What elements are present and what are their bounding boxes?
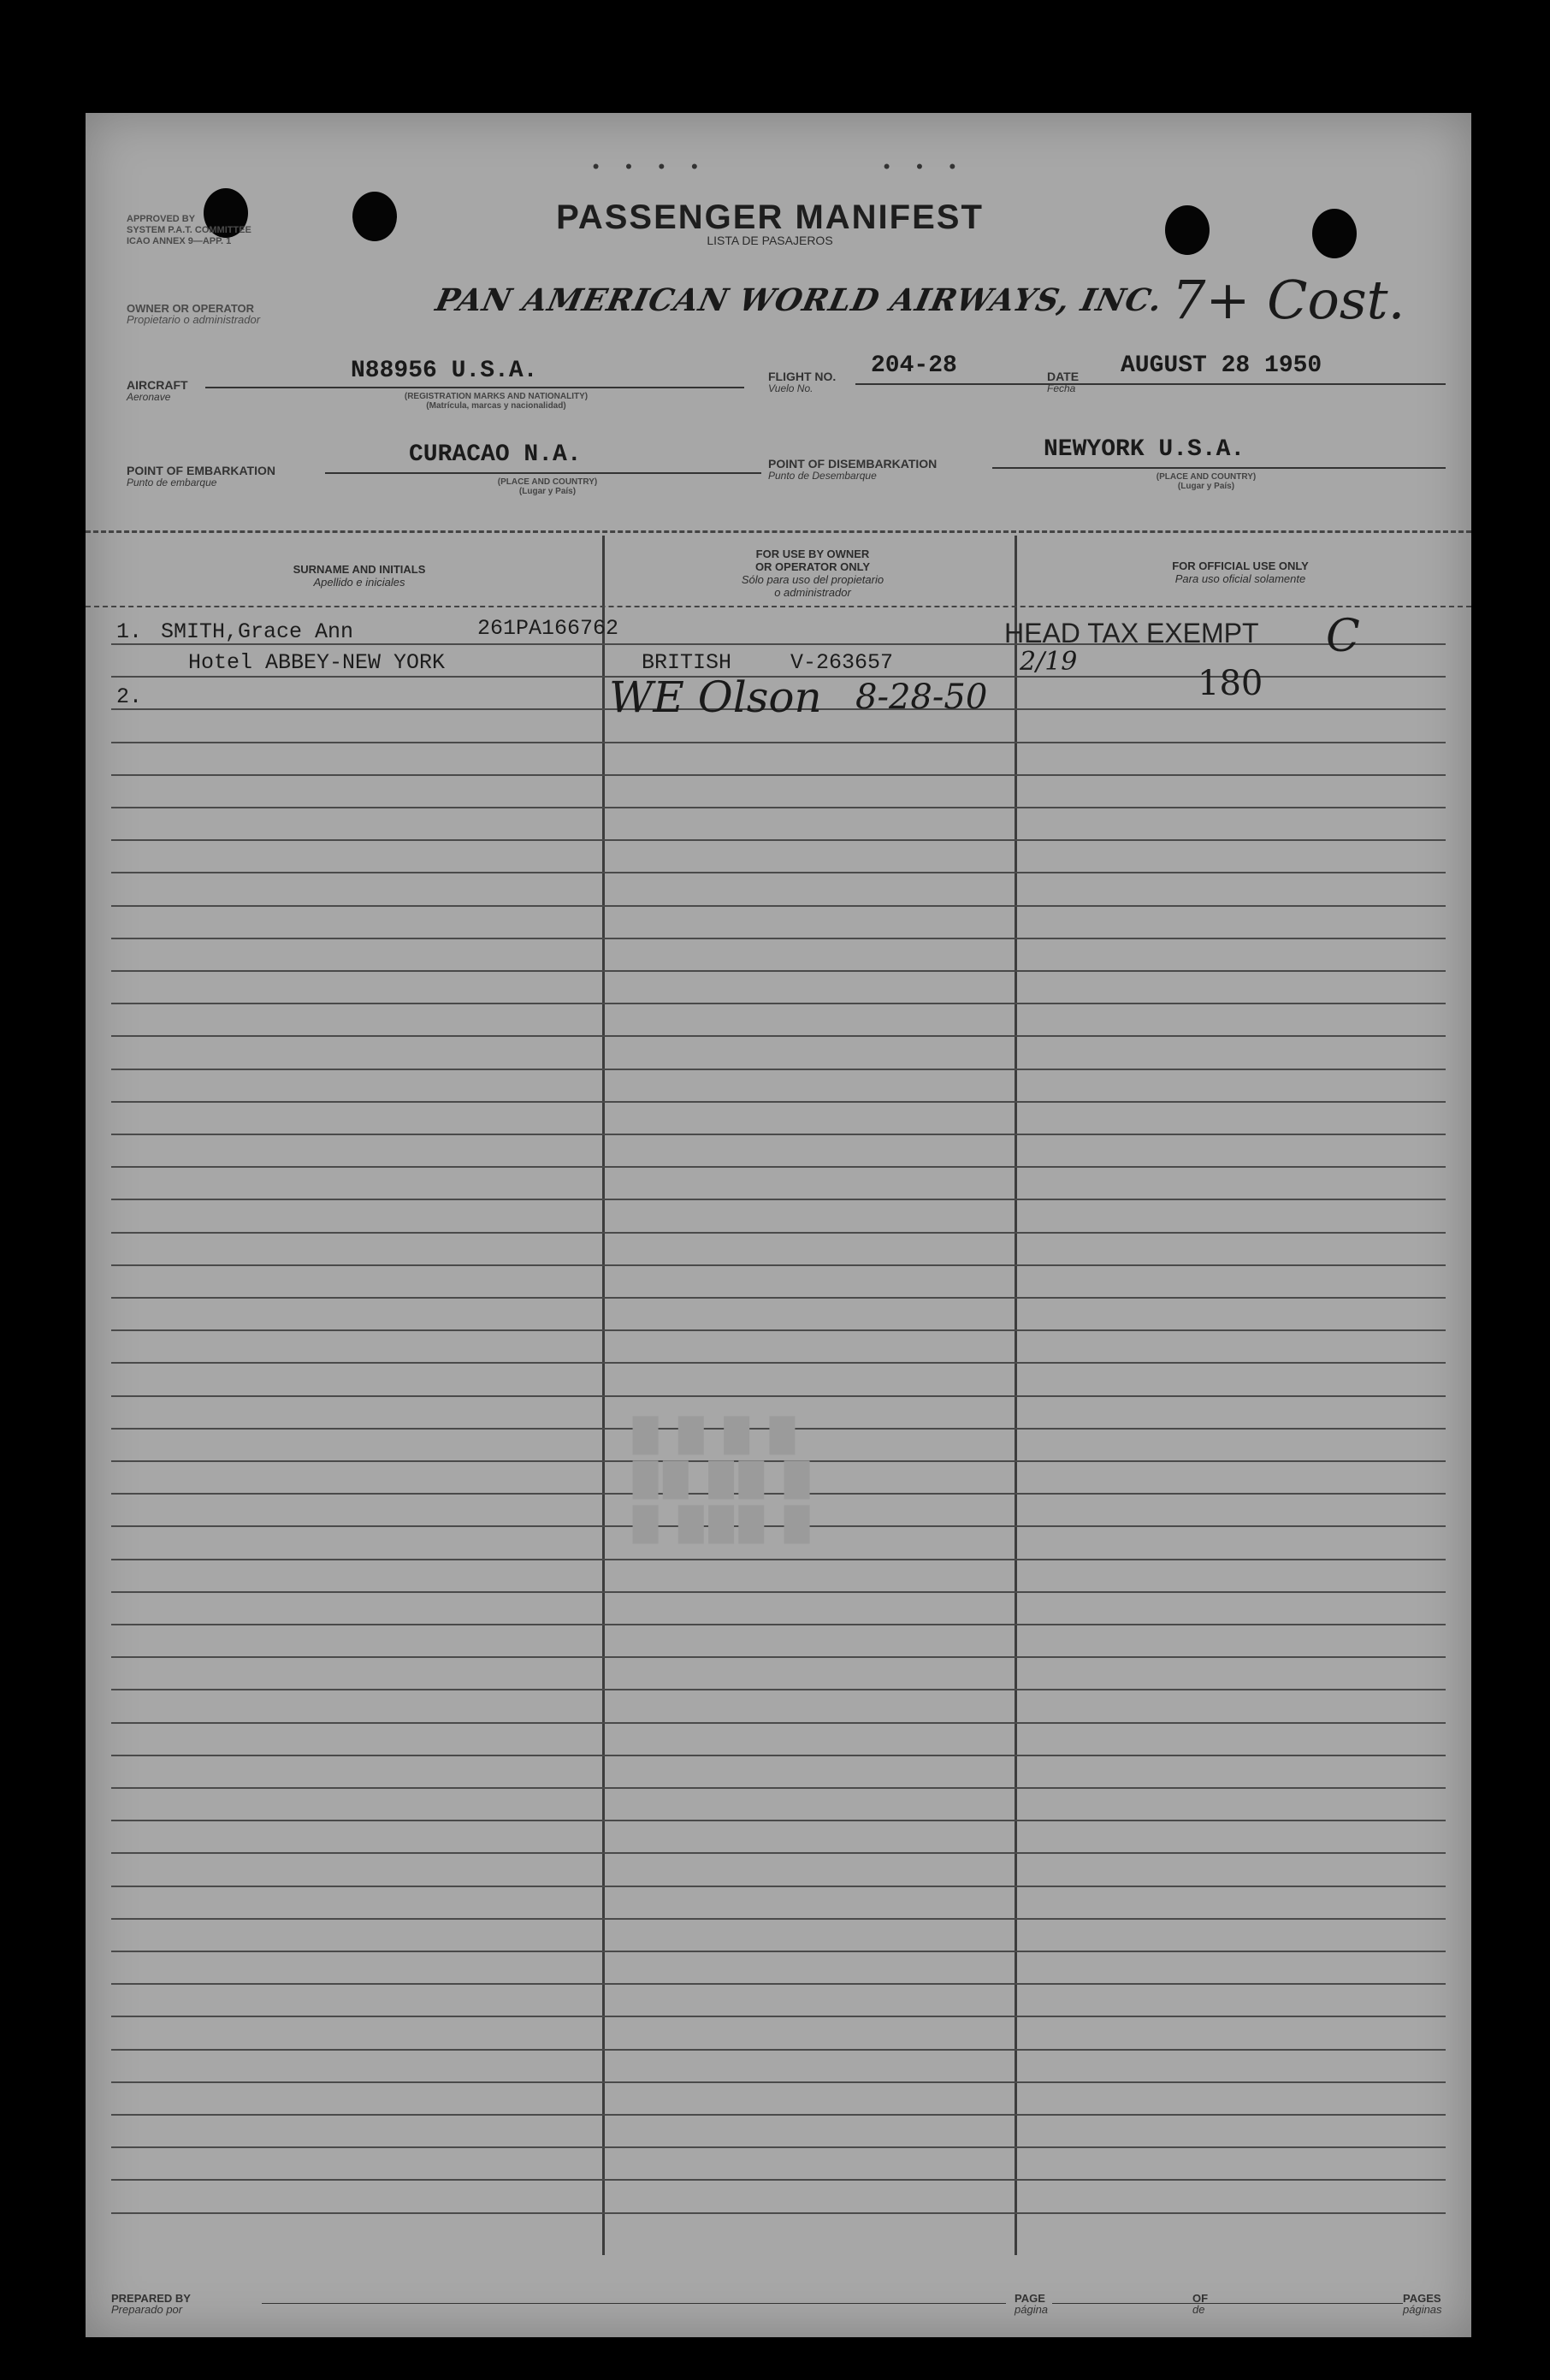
column-header-operator: FOR USE BY OWNER OR OPERATOR ONLY Sólo para uso del propietario o administrador xyxy=(741,548,884,599)
row-1-address: Hotel ABBEY-NEW YORK xyxy=(188,650,446,675)
row-rule xyxy=(111,1559,1446,1560)
header-separator xyxy=(86,530,1471,533)
approval-notice: APPROVED BY SYSTEM P.A.T. COMMITTEE ICAO ANNEX 9—APP. 1 xyxy=(127,214,251,246)
disembark-sublabel: (PLACE AND COUNTRY) (Lugar y País) xyxy=(1156,472,1257,491)
punch-hole xyxy=(1165,205,1210,255)
row-rule xyxy=(111,1755,1446,1756)
title-subtext: LISTA DE PASAJEROS xyxy=(707,234,833,247)
form-title xyxy=(530,198,1009,247)
row-rule xyxy=(111,1134,1446,1135)
pages-label: PAGES páginas xyxy=(1403,2292,1442,2316)
row-rule xyxy=(111,1329,1446,1331)
row-1-visa: V-263657 xyxy=(790,650,894,675)
row-rule xyxy=(111,742,1446,743)
column-header-separator xyxy=(86,606,1471,607)
punch-hole xyxy=(352,192,397,241)
row-1-nationality: BRITISH xyxy=(642,650,732,675)
row-rule xyxy=(111,2212,1446,2214)
aircraft-label: AIRCRAFT Aeronave xyxy=(127,378,188,403)
row-rule xyxy=(111,2146,1446,2148)
row-rule xyxy=(111,1199,1446,1200)
disembark-label: POINT OF DISEMBARKATION Punto de Desembarque xyxy=(768,457,938,482)
bleed-through-mark: █ █ █ █ ██ ██ █ █ ███ █ xyxy=(633,1417,815,1543)
embark-label: POINT OF EMBARKATION Punto de embarque xyxy=(127,464,275,488)
disembark-value: NEWYORK U.S.A. xyxy=(1044,436,1245,463)
row-rule xyxy=(111,872,1446,873)
embark-sublabel: (PLACE AND COUNTRY) (Lugar y País) xyxy=(497,477,598,496)
row-rule xyxy=(111,1035,1446,1037)
embark-underline xyxy=(325,472,761,474)
company-name: PAN AMERICAN WORLD AIRWAYS, INC. xyxy=(432,282,1167,318)
row-rule xyxy=(111,1264,1446,1266)
row-rule xyxy=(111,2114,1446,2116)
row-rule xyxy=(111,1297,1446,1299)
row-2-number: 2. xyxy=(116,684,143,709)
row-rule xyxy=(111,2081,1446,2083)
row-rule xyxy=(111,1395,1446,1397)
row-rule xyxy=(111,1722,1446,1724)
handwritten-note: 7+ Cost. xyxy=(1172,269,1405,331)
row-rule xyxy=(111,774,1446,776)
row-rule xyxy=(111,1591,1446,1593)
column-header-name: SURNAME AND INITIALS Apellido e iniciales xyxy=(293,563,426,589)
aircraft-value: N88956 U.S.A. xyxy=(351,358,538,384)
page-label: PAGE página xyxy=(1015,2292,1049,2316)
disembark-underline xyxy=(992,467,1446,469)
row-rule xyxy=(111,1918,1446,1920)
row-rule xyxy=(111,905,1446,907)
top-dots-left: • • • • xyxy=(590,157,706,179)
row-rule xyxy=(111,1886,1446,1887)
punch-hole xyxy=(1312,209,1357,258)
row-1-name: SMITH,Grace Ann xyxy=(161,619,354,644)
row-rule xyxy=(111,807,1446,808)
date-label: DATE Fecha xyxy=(1047,370,1080,394)
row-rule xyxy=(111,1689,1446,1690)
row-rule xyxy=(111,1101,1446,1103)
date-value: AUGUST 28 1950 xyxy=(1121,352,1322,379)
row-rule xyxy=(111,1003,1446,1004)
row-rule xyxy=(111,839,1446,841)
row-2-signature-date: 8-28-50 xyxy=(855,678,988,717)
row-rule xyxy=(111,1951,1446,1952)
owner-label: OWNER OR OPERATOR Propietario o administrador xyxy=(127,302,261,326)
row-1-mark: C xyxy=(1326,611,1360,662)
column-header-official: FOR OFFICIAL USE ONLY Para uso oficial solamente xyxy=(1172,559,1309,585)
row-rule xyxy=(111,1069,1446,1070)
row-rule xyxy=(111,2049,1446,2051)
aircraft-sublabel: (REGISTRATION MARKS AND NATIONALITY) (Matrícula, marcas y nacionalidad) xyxy=(404,392,589,411)
row-rule xyxy=(111,1232,1446,1234)
row-1-head-tax-stamp: HEAD TAX EXEMPT xyxy=(1004,618,1259,648)
row-rule xyxy=(111,2016,1446,2017)
row-1-id: 261PA166762 xyxy=(477,616,619,641)
row-2-number-value: 180 xyxy=(1198,664,1263,703)
row-rule xyxy=(111,1624,1446,1625)
row-rule xyxy=(111,2179,1446,2181)
row-1-handnum: 2/19 xyxy=(1020,647,1078,677)
manifest-sheet xyxy=(86,113,1471,2337)
prepared-by-line xyxy=(262,2303,1006,2304)
row-rule xyxy=(111,1983,1446,1985)
row-rule xyxy=(111,1656,1446,1658)
top-dots-right: • • • xyxy=(881,157,964,179)
row-rule xyxy=(111,1820,1446,1821)
flight-label: FLIGHT NO. Vuelo No. xyxy=(768,370,837,394)
prepared-by-label: PREPARED BY Preparado por xyxy=(111,2292,191,2316)
date-underline xyxy=(1095,383,1446,385)
row-rule xyxy=(111,1362,1446,1364)
row-1-number: 1. xyxy=(116,619,143,644)
aircraft-underline xyxy=(205,387,744,388)
title-text: PASSENGER MANIFEST xyxy=(556,198,984,236)
row-rule xyxy=(111,1166,1446,1168)
flight-value: 204-28 xyxy=(871,352,957,379)
row-rule xyxy=(111,1852,1446,1854)
of-line xyxy=(1215,2303,1403,2304)
of-label: OF de xyxy=(1192,2292,1209,2316)
row-rule xyxy=(111,1787,1446,1789)
row-2-signature: WE Olson xyxy=(609,672,822,722)
embark-value: CURACAO N.A. xyxy=(409,441,582,468)
row-rule xyxy=(111,970,1446,972)
row-rule xyxy=(111,938,1446,939)
